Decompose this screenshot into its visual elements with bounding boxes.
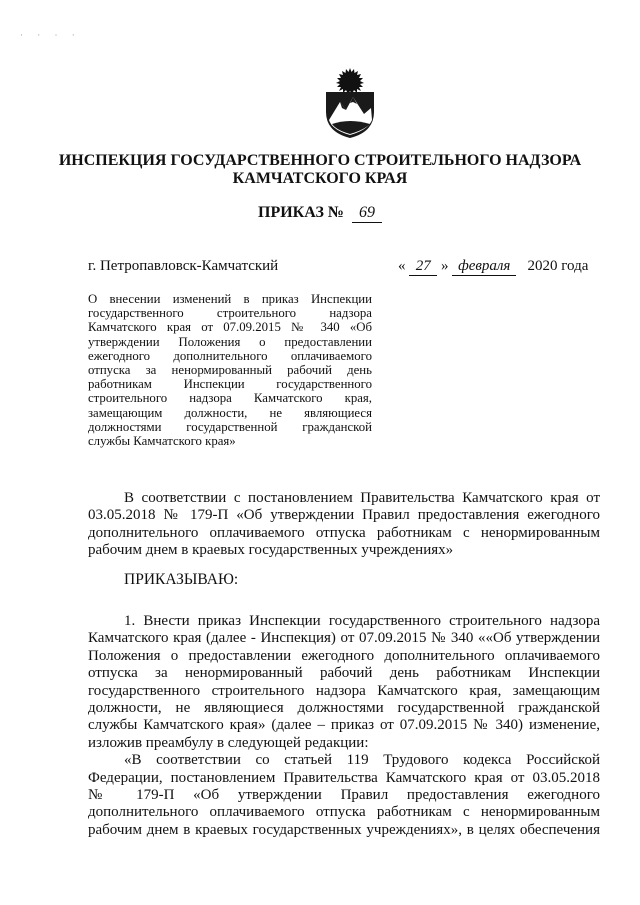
scan-specks: · · · · [20,30,81,40]
subject-line: строительного надзора Камчатского края, [88,391,372,406]
order-directive: ПРИКАЗЫВАЮ: [124,571,239,588]
order-number: 69 [352,204,382,223]
item-line: дополнительного оплачиваемого отпуска работникам с ненормированным [88,804,600,821]
item-1-paragraph [88,613,600,839]
order-subject [88,292,372,448]
item-line: рабочим днем в краевых государственных учреждениях», в целях обеспечения [88,821,600,838]
subject-line: государственного строительного надзора [88,306,372,321]
kamchatka-emblem-icon [320,66,380,140]
date-month: февраля [452,258,516,276]
preamble-line: 03.05.2018 № 179-П «Об утверждении Правил предоставления ежегодного [88,507,600,524]
preamble-line: В соответствии с постановлением Правительства Камчатского края от [124,490,600,506]
order-label: ПРИКАЗ № [258,204,344,221]
preamble-line: рабочим днем в краевых государственных учреждениях» [88,542,454,559]
subject-line: отпуска за ненормированный рабочий день [88,363,372,378]
item-line: Камчатского края (далее - Инспекция) от 07.09.2015 № 340 ««Об утверждении [88,630,600,647]
item-line: «В соответствии со статьей 119 Трудового кодекса Российской [124,752,600,769]
item-line: Положения о предоставлении ежегодного дополнительного оплачиваемого [88,647,600,664]
item-line: изложив преамбулу в следующей редакции: [88,734,369,751]
org-title-line2: КАМЧАТСКОГО КРАЯ [232,170,408,187]
subject-line: ежегодного дополнительного оплачиваемого [88,348,372,363]
city-line: г. Петропавловск-Камчатский [88,258,279,274]
item-line: № 179-П «Об утверждении Правил предоставления ежегодного [88,787,600,804]
item-line: отпуска за ненормированный рабочий день работникам Инспекции [88,665,600,682]
organization-title [40,152,600,188]
subject-line: замещающим должности, не являющиеся [88,405,372,420]
preamble-line: дополнительного оплачиваемого отпуска работникам с ненормированным [88,524,600,541]
preamble-paragraph [88,490,600,560]
subject-line: утверждении Положения о предоставлении [88,334,372,349]
subject-line: должностями государственной гражданской [88,419,372,434]
date-close-quote: » [441,258,449,274]
org-title-line1: ИНСПЕКЦИЯ ГОСУДАРСТВЕННОГО СТРОИТЕЛЬНОГО НАДЗОРА [58,152,582,169]
order-date [398,258,588,276]
date-day: 27 [409,258,437,276]
item-line: службы Камчатского края» (далее – приказ от 07.09.2015 № 340) изменение, [88,717,600,734]
subject-line: работникам Инспекции государственного [88,377,372,392]
date-open-quote: « [398,258,406,274]
item-line: Федерации, постановлением Правительства Камчатского края от 03.05.2018 [88,769,600,786]
order-heading [0,204,640,223]
item-line: должности, не являющиеся должностями государственной гражданской [88,700,600,717]
subject-line: службы Камчатского края» [88,434,236,449]
item-line: государственного строительного надзора Камчатского края, замещающим [88,682,600,699]
subject-line: Камчатского края от 07.09.2015 № 340 «Об [88,320,372,335]
date-year: 2020 года [527,258,589,274]
item-line: 1. Внести приказ Инспекции государственного строительного надзора [124,613,600,629]
subject-line: О внесении изменений в приказ Инспекции [88,292,372,306]
